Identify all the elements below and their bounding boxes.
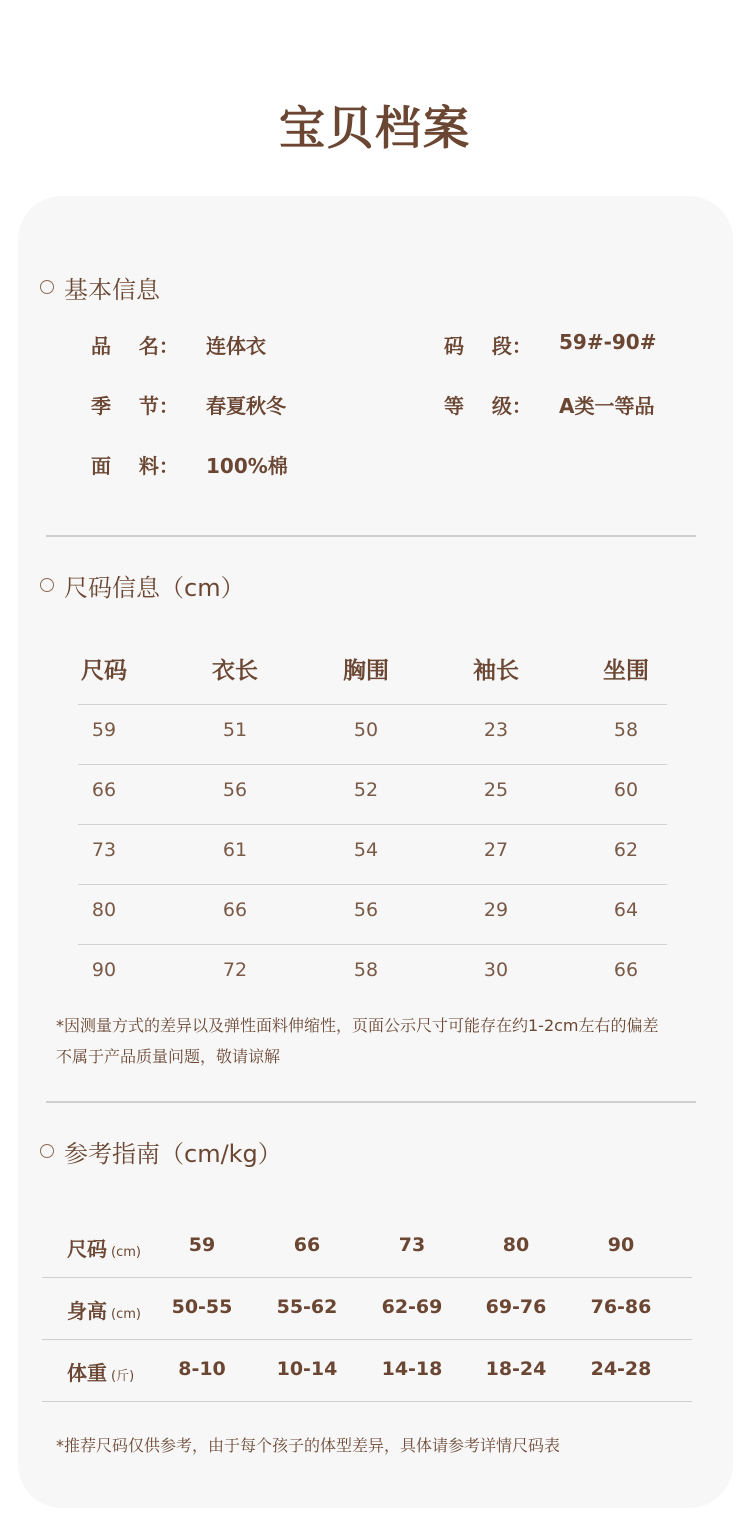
- column-header: 衣长: [212, 658, 258, 684]
- section-title: 参考指南（cm/kg）: [64, 1139, 282, 1168]
- note-line: 不属于产品质量问题，敬请谅解: [56, 1047, 281, 1066]
- section-divider: [46, 535, 696, 537]
- table-cell: 62: [613, 839, 639, 861]
- size-table-header: [78, 640, 667, 704]
- guide-cell: 90: [607, 1234, 635, 1256]
- table-cell: 52: [353, 779, 379, 801]
- table-cell: 56: [222, 779, 248, 801]
- table-cell: 60: [613, 779, 639, 801]
- section-basic-info: [40, 270, 160, 304]
- table-cell: 30: [483, 959, 509, 981]
- table-cell: 90: [91, 959, 117, 981]
- table-cell: 50: [353, 719, 379, 741]
- guide-cell: 80: [502, 1234, 530, 1256]
- table-row: [78, 884, 667, 944]
- section-title: 基本信息: [64, 275, 160, 304]
- info-value: 连体衣: [206, 334, 266, 358]
- column-header: 尺码: [81, 658, 127, 684]
- circle-bullet-icon: [40, 280, 54, 294]
- column-header: 胸围: [343, 658, 389, 684]
- table-cell: 66: [222, 899, 248, 921]
- guide-row: [42, 1216, 692, 1278]
- table-cell: 66: [613, 959, 639, 981]
- info-label: 季 节：: [91, 394, 179, 418]
- section-reference-guide: [40, 1134, 282, 1168]
- table-cell: 25: [483, 779, 509, 801]
- guide-cell: 62-69: [381, 1296, 443, 1318]
- guide-note: *推荐尺码仅供参考，由于每个孩子的体型差异，具体请参考详情尺码表: [56, 1436, 561, 1455]
- guide-cell: 18-24: [485, 1358, 547, 1380]
- info-value: 春夏秋冬: [206, 394, 286, 418]
- info-label: 品 名：: [91, 334, 179, 358]
- info-value: 100%棉: [206, 454, 288, 478]
- table-cell: 54: [353, 839, 379, 861]
- reference-guide-table: [42, 1216, 692, 1402]
- circle-bullet-icon: [40, 578, 54, 592]
- note-line: *因测量方式的差异以及弹性面料伸缩性，页面公示尺寸可能存在约1-2cm左右的偏差: [56, 1016, 659, 1035]
- guide-row: [42, 1278, 692, 1340]
- guide-cell: 73: [398, 1234, 426, 1256]
- section-size-info: [40, 568, 245, 602]
- guide-cell: 14-18: [381, 1358, 443, 1380]
- info-value: 59#-90#: [559, 330, 657, 354]
- table-cell: 72: [222, 959, 248, 981]
- section-divider: [46, 1101, 696, 1103]
- table-row: [78, 824, 667, 884]
- table-cell: 59: [91, 719, 117, 741]
- info-value: A类一等品: [559, 394, 655, 418]
- table-cell: 51: [222, 719, 248, 741]
- unit-label: (cm): [111, 1245, 141, 1260]
- table-cell: 64: [613, 899, 639, 921]
- circle-bullet-icon: [40, 1144, 54, 1158]
- column-header: 坐围: [603, 658, 649, 684]
- size-table: [78, 640, 667, 1004]
- guide-row-label: 尺码 (cm): [67, 1237, 141, 1261]
- guide-row: [42, 1340, 692, 1402]
- info-label: 等 级：: [444, 394, 532, 418]
- table-cell: 29: [483, 899, 509, 921]
- guide-cell: 76-86: [590, 1296, 652, 1318]
- table-cell: 27: [483, 839, 509, 861]
- table-row: [78, 944, 667, 1004]
- table-cell: 58: [613, 719, 639, 741]
- guide-cell: 55-62: [276, 1296, 338, 1318]
- unit-label: (斤): [111, 1369, 135, 1384]
- size-note: [56, 1010, 696, 1072]
- unit-label: (cm): [111, 1307, 141, 1322]
- guide-cell: 69-76: [485, 1296, 547, 1318]
- guide-cell: 24-28: [590, 1358, 652, 1380]
- page-title: 宝贝档案: [279, 101, 471, 155]
- guide-row-label: 身高 (cm): [67, 1299, 141, 1323]
- info-label: 面 料：: [91, 454, 179, 478]
- guide-cell: 66: [293, 1234, 321, 1256]
- info-label: 码 段：: [444, 334, 532, 358]
- guide-cell: 10-14: [276, 1358, 338, 1380]
- table-row: [78, 704, 667, 764]
- table-cell: 56: [353, 899, 379, 921]
- table-cell: 66: [91, 779, 117, 801]
- guide-cell: 59: [188, 1234, 216, 1256]
- table-cell: 23: [483, 719, 509, 741]
- guide-cell: 8-10: [178, 1358, 226, 1380]
- table-cell: 58: [353, 959, 379, 981]
- table-cell: 73: [91, 839, 117, 861]
- section-title: 尺码信息（cm）: [64, 573, 245, 602]
- table-row: [78, 764, 667, 824]
- table-cell: 80: [91, 899, 117, 921]
- guide-cell: 50-55: [171, 1296, 233, 1318]
- column-header: 袖长: [473, 658, 519, 684]
- guide-row-label: 体重 (斤): [67, 1361, 135, 1385]
- table-cell: 61: [222, 839, 248, 861]
